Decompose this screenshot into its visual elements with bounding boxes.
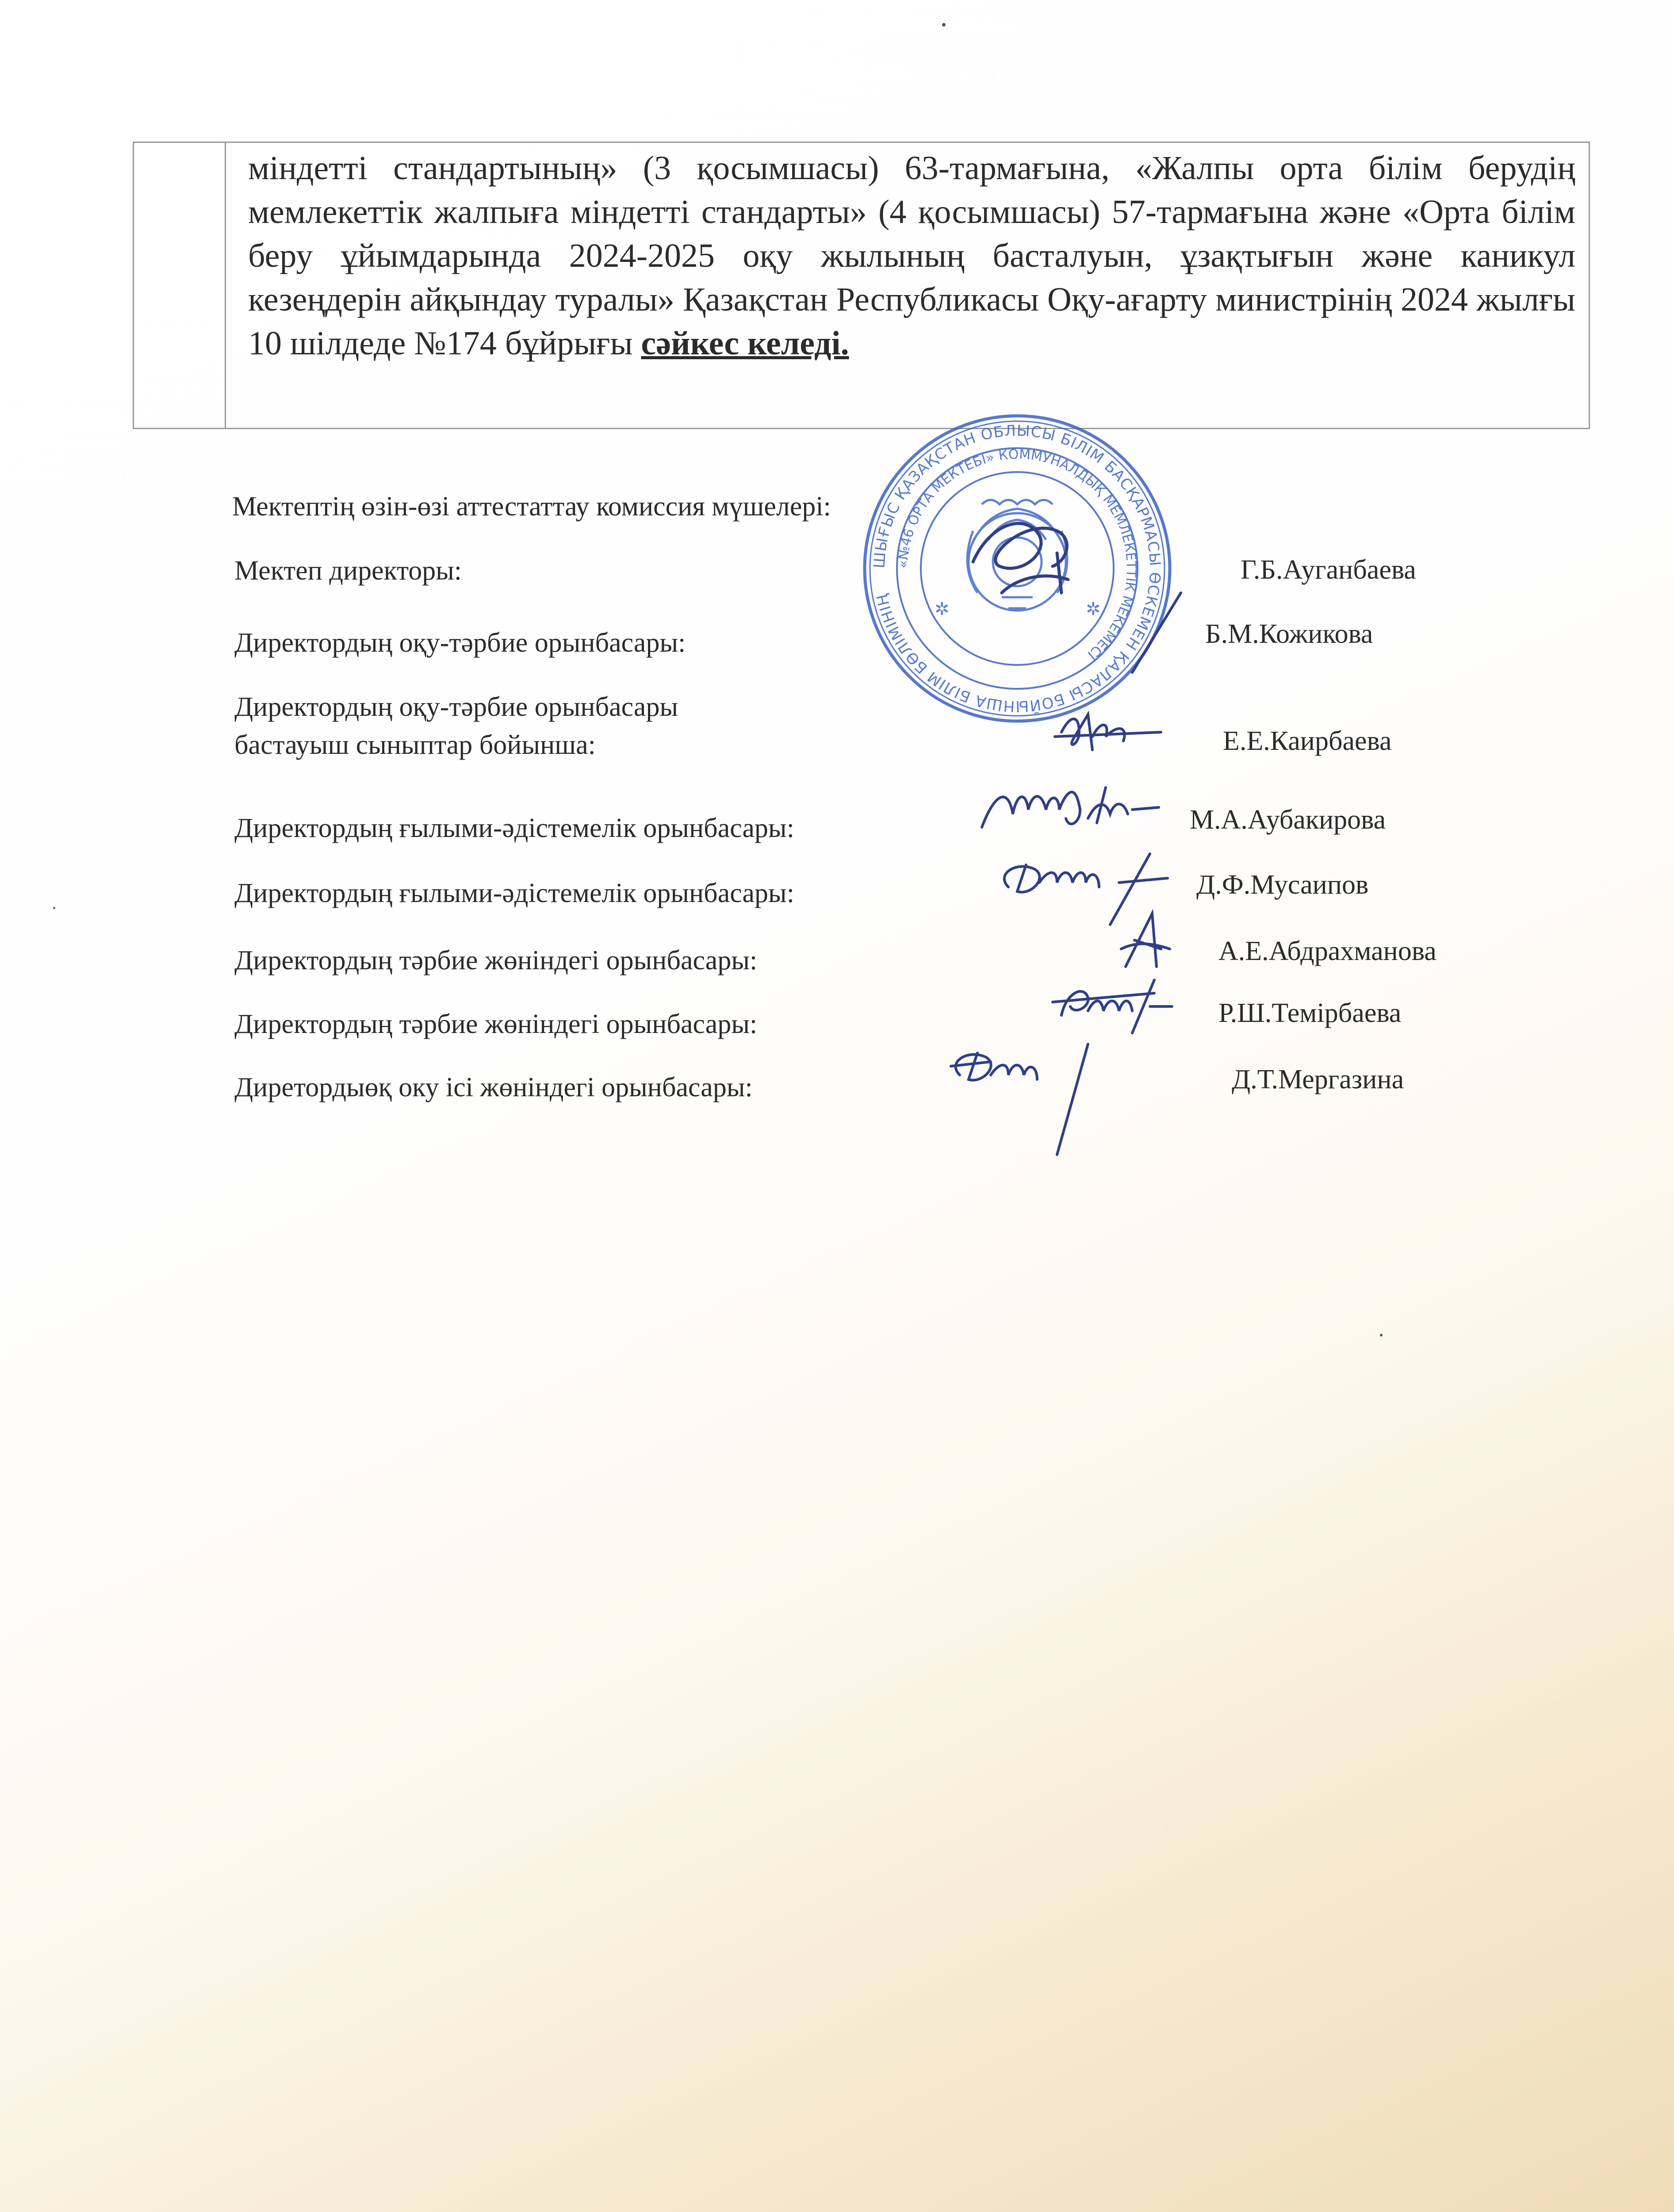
member-role-line1: Директордың оқу-тәрбие орынбасары bbox=[234, 692, 678, 722]
member-name: Е.Е.Каирбаева bbox=[1223, 726, 1392, 756]
table-text-cell bbox=[226, 143, 1589, 428]
member-role: Директордың ғылыми-әдістемелік орынбасары: bbox=[234, 813, 794, 843]
member-role: Мектеп директоры: bbox=[234, 556, 462, 586]
member-role-line2: бастауыш сыныптар бойынша: bbox=[234, 730, 596, 760]
member-name: А.Е.Абдрахманова bbox=[1218, 936, 1436, 966]
member-role: Директордың тәрбие жөніндегі орынбасары: bbox=[234, 1009, 758, 1039]
member-name: Р.Ш.Темірбаева bbox=[1218, 998, 1402, 1028]
table-conclusion: сәйкес келеді. bbox=[641, 325, 849, 362]
stamp-inner-text: «№46 ОРТА МЕКТЕБІ» КОММУНАЛДЫҚ МЕМЛЕКЕТТІК МЕКЕМЕСІ bbox=[895, 446, 1139, 663]
member-role: Директордың оқу-тәрбие орынбасары: bbox=[234, 628, 686, 658]
commission-title: Мектептің өзін-өзі аттестаттау комиссия мүшелері: bbox=[232, 492, 831, 522]
member-name: Г.Б.Ауганбаева bbox=[1241, 555, 1416, 585]
table-text: міндетті стандартының» (3 қосымшасы) 63-тармағына, «Жалпы орта білім берудің мемлекеттік жалпыға міндетті стандарты» (4 қосымшасы) 57-тармағына және «Орта білім беру ұйымдарында 2024-2025 оқу жылының басталуын, ұзақтығын және каникул кезеңдерін айқындау туралы» Қазақстан Республикасы Оқу-ағарту министрінің 2024 жылғы 10 шілдеде №174 бұйрығы bbox=[248, 150, 1575, 362]
state-emblem-icon bbox=[967, 500, 1067, 611]
aubakirova-signature bbox=[973, 779, 1168, 841]
dust-speck bbox=[942, 23, 946, 27]
member-role: Директордың ғылыми-әдістемелік орынбасары: bbox=[234, 878, 794, 908]
svg-text:✲: ✲ bbox=[935, 599, 950, 619]
temirbaeva-signature bbox=[1048, 971, 1181, 1037]
dust-speck bbox=[53, 907, 55, 909]
official-stamp bbox=[856, 407, 1179, 730]
member-role: Директордың тәрбие жөніндегі орынбасары: bbox=[234, 945, 758, 975]
kozhikova-signature bbox=[1119, 588, 1190, 677]
member-name: Б.М.Кожикова bbox=[1205, 619, 1373, 649]
svg-text:✲: ✲ bbox=[1086, 599, 1101, 619]
director-signature bbox=[973, 523, 1068, 593]
member-name: М.А.Аубакирова bbox=[1190, 805, 1386, 835]
requirements-table-row bbox=[133, 142, 1590, 429]
member-role: Диретордыөқ оку ісі жөніндегі орынбасары: bbox=[234, 1072, 753, 1102]
kairbaeva-signature bbox=[1053, 706, 1168, 759]
table-number-cell bbox=[134, 143, 226, 428]
stamp-outer-text: ШЫҒЫС ҚАЗАҚСТАН ОБЛЫСЫ БІЛІМ БАСҚАРМАСЫ ӨСКЕМЕН ҚАЛАСЫ БОЙЫНША БІЛІМ БӨЛІМІНІҢ bbox=[870, 422, 1164, 715]
dust-speck bbox=[1380, 1334, 1383, 1336]
member-name: Д.Ф.Мусаипов bbox=[1196, 870, 1369, 900]
member-name: Д.Т.Мергазина bbox=[1232, 1064, 1404, 1094]
mergazina-signature bbox=[942, 1035, 1110, 1159]
abdrakhmanova-signature bbox=[1112, 909, 1179, 975]
